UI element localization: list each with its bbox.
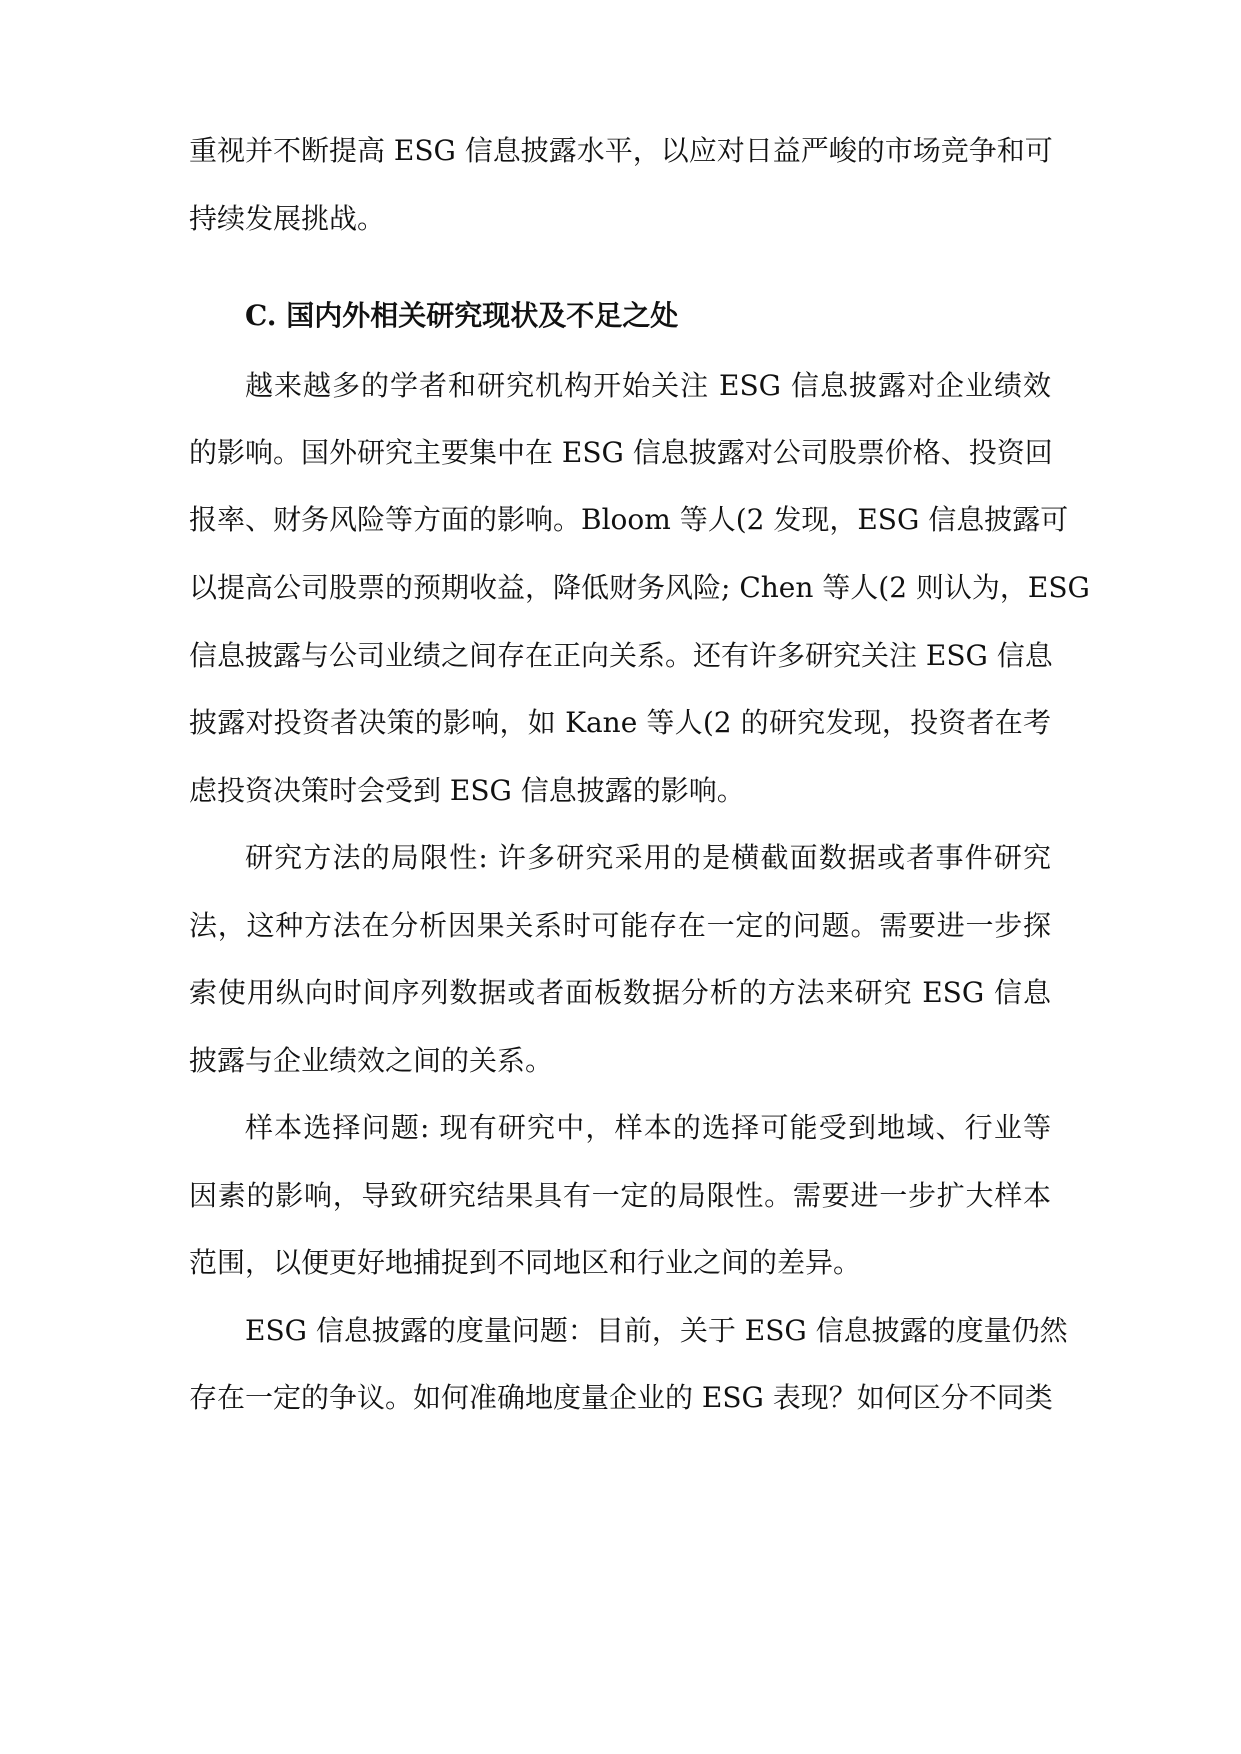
body-text-line: 因素的影响，导致研究结果具有一定的局限性。需要进一步扩大样本 (189, 1179, 1051, 1212)
body-text-line: ESG 信息披露的度量问题：目前，关于 ESG 信息披露的度量仍然 (245, 1314, 1068, 1347)
body-text-line: 索使用纵向时间序列数据或者面板数据分析的方法来研究 ESG 信息 (189, 976, 1051, 1009)
body-text-line: 法，这种方法在分析因果关系时可能存在一定的问题。需要进一步探 (189, 909, 1051, 942)
body-text-line: 披露对投资者决策的影响，如 Kane 等人(2 的研究发现，投资者在考 (189, 706, 1051, 739)
body-text-line: 信息披露与公司业绩之间存在正向关系。还有许多研究关注 ESG 信息 (189, 639, 1053, 672)
body-text-line: 越来越多的学者和研究机构开始关注 ESG 信息披露对企业绩效 (245, 369, 1051, 402)
section-heading: C. 国内外相关研究现状及不足之处 (245, 299, 679, 332)
body-text-line: 披露与企业绩效之间的关系。 (189, 1044, 554, 1077)
body-text-line: 范围，以便更好地捕捉到不同地区和行业之间的差异。 (189, 1246, 862, 1279)
body-text-line: 以提高公司股票的预期收益，降低财务风险; Chen 等人(2 则认为，ESG (189, 571, 1090, 604)
body-text-line: 存在一定的争议。如何准确地度量企业的 ESG 表现？如何区分不同类 (189, 1381, 1053, 1414)
body-text-line: 重视并不断提高 ESG 信息披露水平，以应对日益严峻的市场竞争和可 (189, 134, 1053, 167)
body-text-line: 报率、财务风险等方面的影响。Bloom 等人(2 发现，ESG 信息披露可 (189, 503, 1069, 536)
body-text-line: 持续发展挑战。 (189, 202, 386, 235)
body-text-line: 样本选择问题: 现有研究中，样本的选择可能受到地域、行业等 (245, 1111, 1051, 1144)
body-text-line: 虑投资决策时会受到 ESG 信息披露的影响。 (189, 774, 745, 807)
body-text-line: 研究方法的局限性: 许多研究采用的是横截面数据或者事件研究 (245, 841, 1051, 874)
body-text-line: 的影响。国外研究主要集中在 ESG 信息披露对公司股票价格、投资回 (189, 436, 1053, 469)
